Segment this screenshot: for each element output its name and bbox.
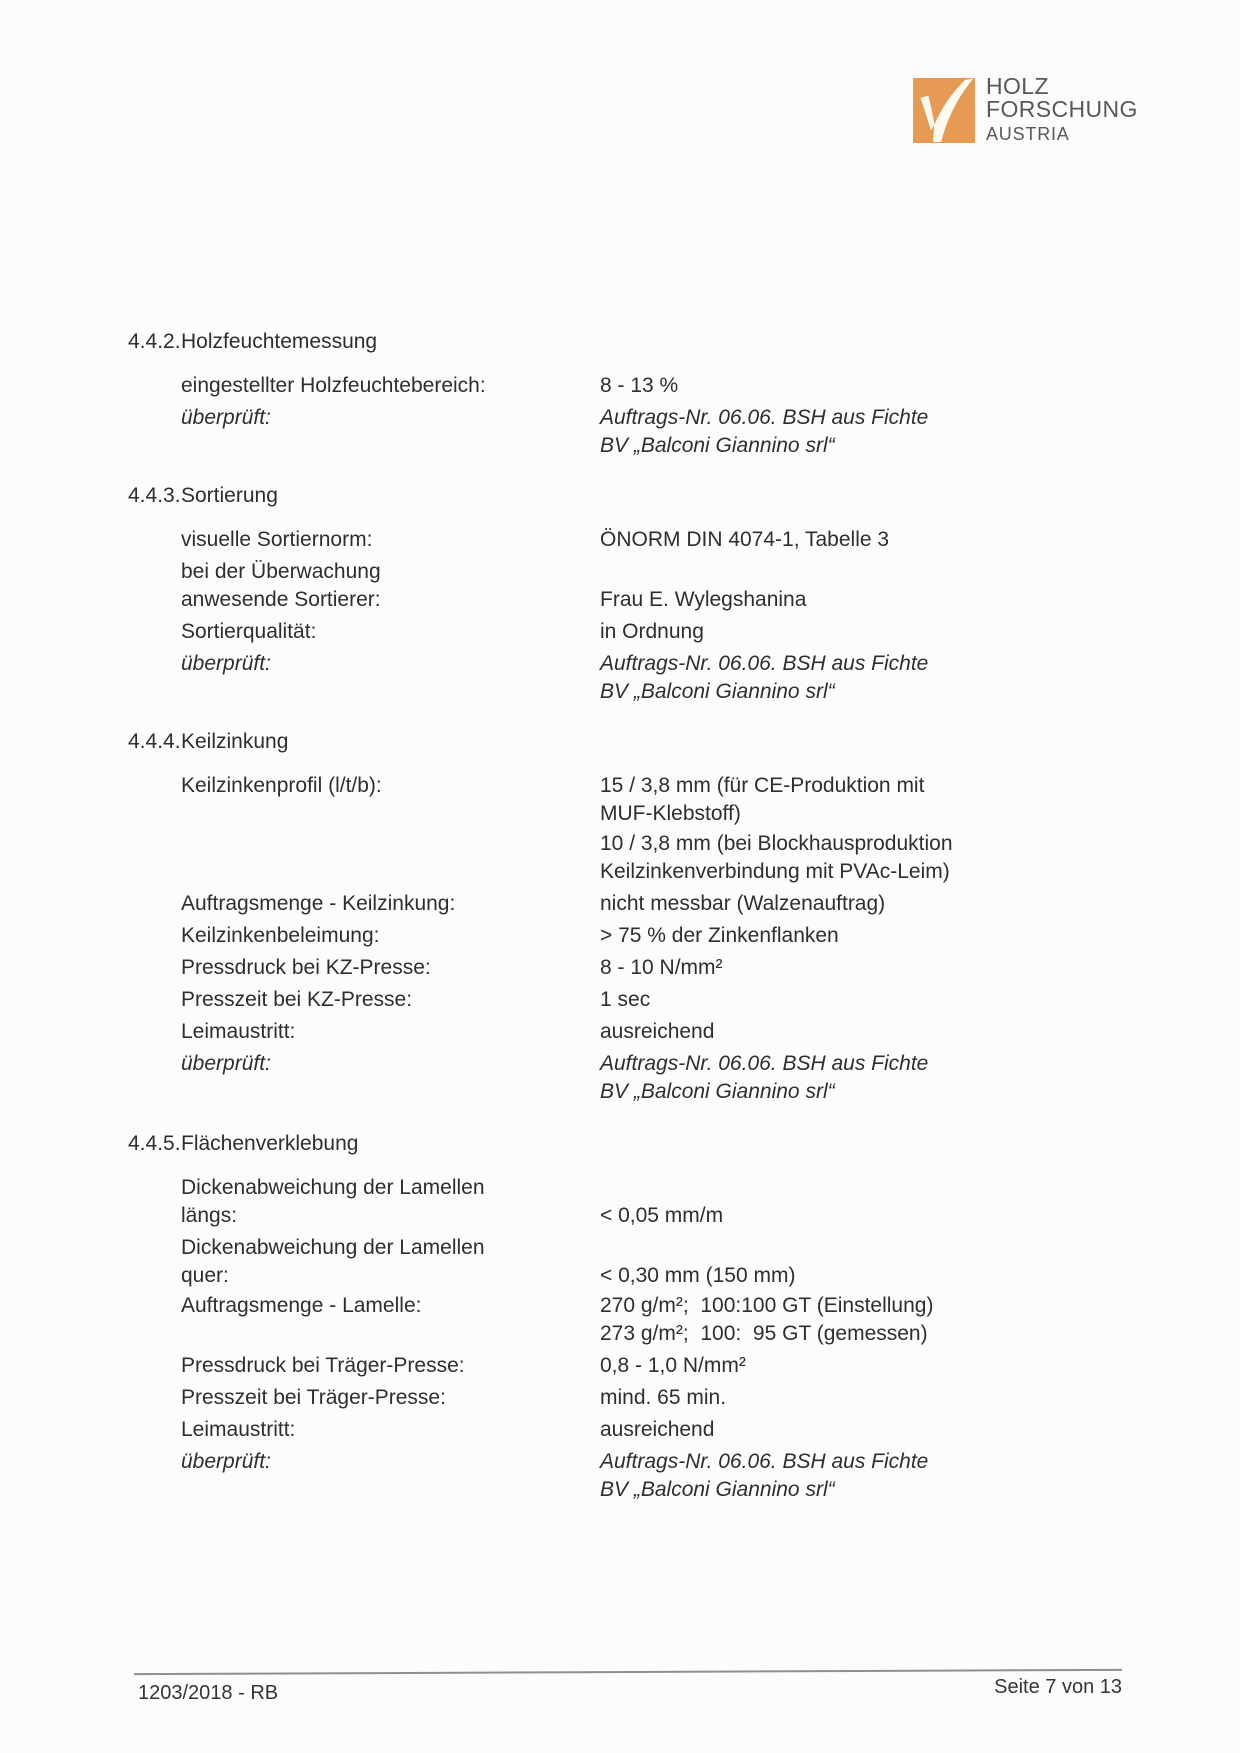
field-row bbox=[128, 772, 1138, 886]
field-row bbox=[128, 1448, 1138, 1504]
field-row bbox=[128, 1416, 1138, 1444]
section-heading bbox=[128, 728, 1138, 756]
section-number: 4.4.3. bbox=[128, 484, 181, 507]
field-value: Keilzinkenverbindung mit PVAc-Leim) bbox=[600, 860, 950, 883]
field-row bbox=[128, 558, 1138, 614]
logo-line-holz: HOLZ bbox=[986, 73, 1049, 99]
field-row bbox=[128, 1384, 1138, 1412]
field-row bbox=[128, 954, 1138, 982]
section-title: Flächenverklebung bbox=[181, 1132, 359, 1155]
section-title: Sortierung bbox=[181, 484, 278, 507]
field-label: überprüft: bbox=[181, 652, 271, 675]
footer-doc-number: 1203/2018 - RB bbox=[138, 1682, 279, 1704]
field-value: Auftrags-Nr. 06.06. BSH aus Fichte bbox=[600, 1450, 929, 1473]
field-value: Auftrags-Nr. 06.06. BSH aus Fichte bbox=[600, 1052, 929, 1075]
field-value: in Ordnung bbox=[600, 620, 704, 643]
field-label: eingestellter Holzfeuchtebereich: bbox=[181, 374, 486, 397]
field-label: Presszeit bei Träger-Presse: bbox=[181, 1386, 446, 1409]
field-value: MUF-Klebstoff) bbox=[600, 802, 741, 825]
logo-wordmark bbox=[986, 75, 1138, 146]
field-value: BV „Balconi Giannino srl“ bbox=[600, 680, 835, 703]
field-label: Pressdruck bei Träger-Presse: bbox=[181, 1354, 465, 1377]
field-row bbox=[128, 986, 1138, 1014]
field-row bbox=[128, 618, 1138, 646]
section-heading bbox=[128, 1130, 1138, 1158]
field-label: Leimaustritt: bbox=[181, 1418, 296, 1441]
logo-line-forschung: FORSCHUNG bbox=[986, 96, 1138, 122]
section-number: 4.4.2. bbox=[128, 330, 181, 353]
field-row bbox=[128, 922, 1138, 950]
field-label: Dickenabweichung der Lamellen längs: bbox=[181, 1176, 485, 1227]
logo-checkmark-icon bbox=[913, 78, 975, 143]
section-number: 4.4.4. bbox=[128, 730, 181, 753]
field-label: Presszeit bei KZ-Presse: bbox=[181, 988, 413, 1011]
field-row bbox=[128, 526, 1138, 554]
field-label: Auftragsmenge - Keilzinkung: bbox=[181, 892, 456, 915]
field-label: Auftragsmenge - Lamelle: bbox=[181, 1294, 422, 1317]
field-value: 8 - 10 N/mm² bbox=[600, 956, 723, 979]
field-row bbox=[128, 890, 1138, 918]
field-value: ausreichend bbox=[600, 1418, 715, 1441]
field-row bbox=[128, 650, 1138, 706]
field-value: > 75 % der Zinkenflanken bbox=[600, 924, 839, 947]
field-label: Pressdruck bei KZ-Presse: bbox=[181, 956, 431, 979]
field-value: 0,8 - 1,0 N/mm² bbox=[600, 1354, 746, 1377]
field-label: überprüft: bbox=[181, 406, 271, 429]
field-label: Dickenabweichung der Lamellen quer: bbox=[181, 1236, 485, 1287]
field-label: visuelle Sortiernorm: bbox=[181, 528, 373, 551]
field-row bbox=[128, 1018, 1138, 1046]
field-value: Auftrags-Nr. 06.06. BSH aus Fichte bbox=[600, 652, 929, 675]
field-value: 8 - 13 % bbox=[600, 374, 679, 397]
field-label: überprüft: bbox=[181, 1052, 271, 1075]
footer-page-number: Seite 7 von 13 bbox=[994, 1676, 1122, 1698]
field-value: 273 g/m²; 100: 95 GT (gemessen) bbox=[600, 1322, 928, 1345]
field-value: < 0,05 mm/m bbox=[600, 1204, 724, 1227]
field-row bbox=[128, 1050, 1138, 1106]
field-label: bei der Überwachung anwesende Sortierer: bbox=[181, 560, 381, 611]
section-number: 4.4.5. bbox=[128, 1132, 181, 1155]
field-label: Sortierqualität: bbox=[181, 620, 317, 643]
report-body bbox=[128, 328, 1138, 1504]
field-value: 10 / 3,8 mm (bei Blockhausproduktion bbox=[600, 832, 953, 855]
logo-line-austria: AUSTRIA bbox=[986, 124, 1070, 144]
field-value: BV „Balconi Giannino srl“ bbox=[600, 434, 835, 457]
field-value: nicht messbar (Walzenauftrag) bbox=[600, 892, 886, 915]
field-value: BV „Balconi Giannino srl“ bbox=[600, 1080, 835, 1103]
field-row bbox=[128, 1352, 1138, 1380]
hfa-logo bbox=[913, 73, 1143, 148]
section-heading bbox=[128, 482, 1138, 510]
field-value: ausreichend bbox=[600, 1020, 715, 1043]
field-label: Leimaustritt: bbox=[181, 1020, 296, 1043]
field-label: Keilzinkenprofil (l/t/b): bbox=[181, 774, 382, 797]
field-row bbox=[128, 1292, 1138, 1348]
field-row bbox=[128, 1234, 1138, 1290]
field-value: 1 sec bbox=[600, 988, 651, 1011]
footer-rule bbox=[134, 1669, 1122, 1675]
field-value: BV „Balconi Giannino srl“ bbox=[600, 1478, 835, 1501]
field-value: ÖNORM DIN 4074-1, Tabelle 3 bbox=[600, 528, 890, 551]
field-value: mind. 65 min. bbox=[600, 1386, 727, 1409]
field-row bbox=[128, 404, 1138, 460]
field-label: Keilzinkenbeleimung: bbox=[181, 924, 380, 947]
field-value: Auftrags-Nr. 06.06. BSH aus Fichte bbox=[600, 406, 929, 429]
field-value: Frau E. Wylegshanina bbox=[600, 588, 807, 611]
section-heading bbox=[128, 328, 1138, 356]
section-title: Holzfeuchtemessung bbox=[181, 330, 378, 353]
field-row bbox=[128, 372, 1138, 400]
field-value: < 0,30 mm (150 mm) bbox=[600, 1264, 796, 1287]
section-title: Keilzinkung bbox=[181, 730, 289, 753]
field-label: überprüft: bbox=[181, 1450, 271, 1473]
field-value: 15 / 3,8 mm (für CE-Produktion mit bbox=[600, 774, 925, 797]
field-row bbox=[128, 1174, 1138, 1230]
field-value: 270 g/m²; 100:100 GT (Einstellung) bbox=[600, 1294, 934, 1317]
